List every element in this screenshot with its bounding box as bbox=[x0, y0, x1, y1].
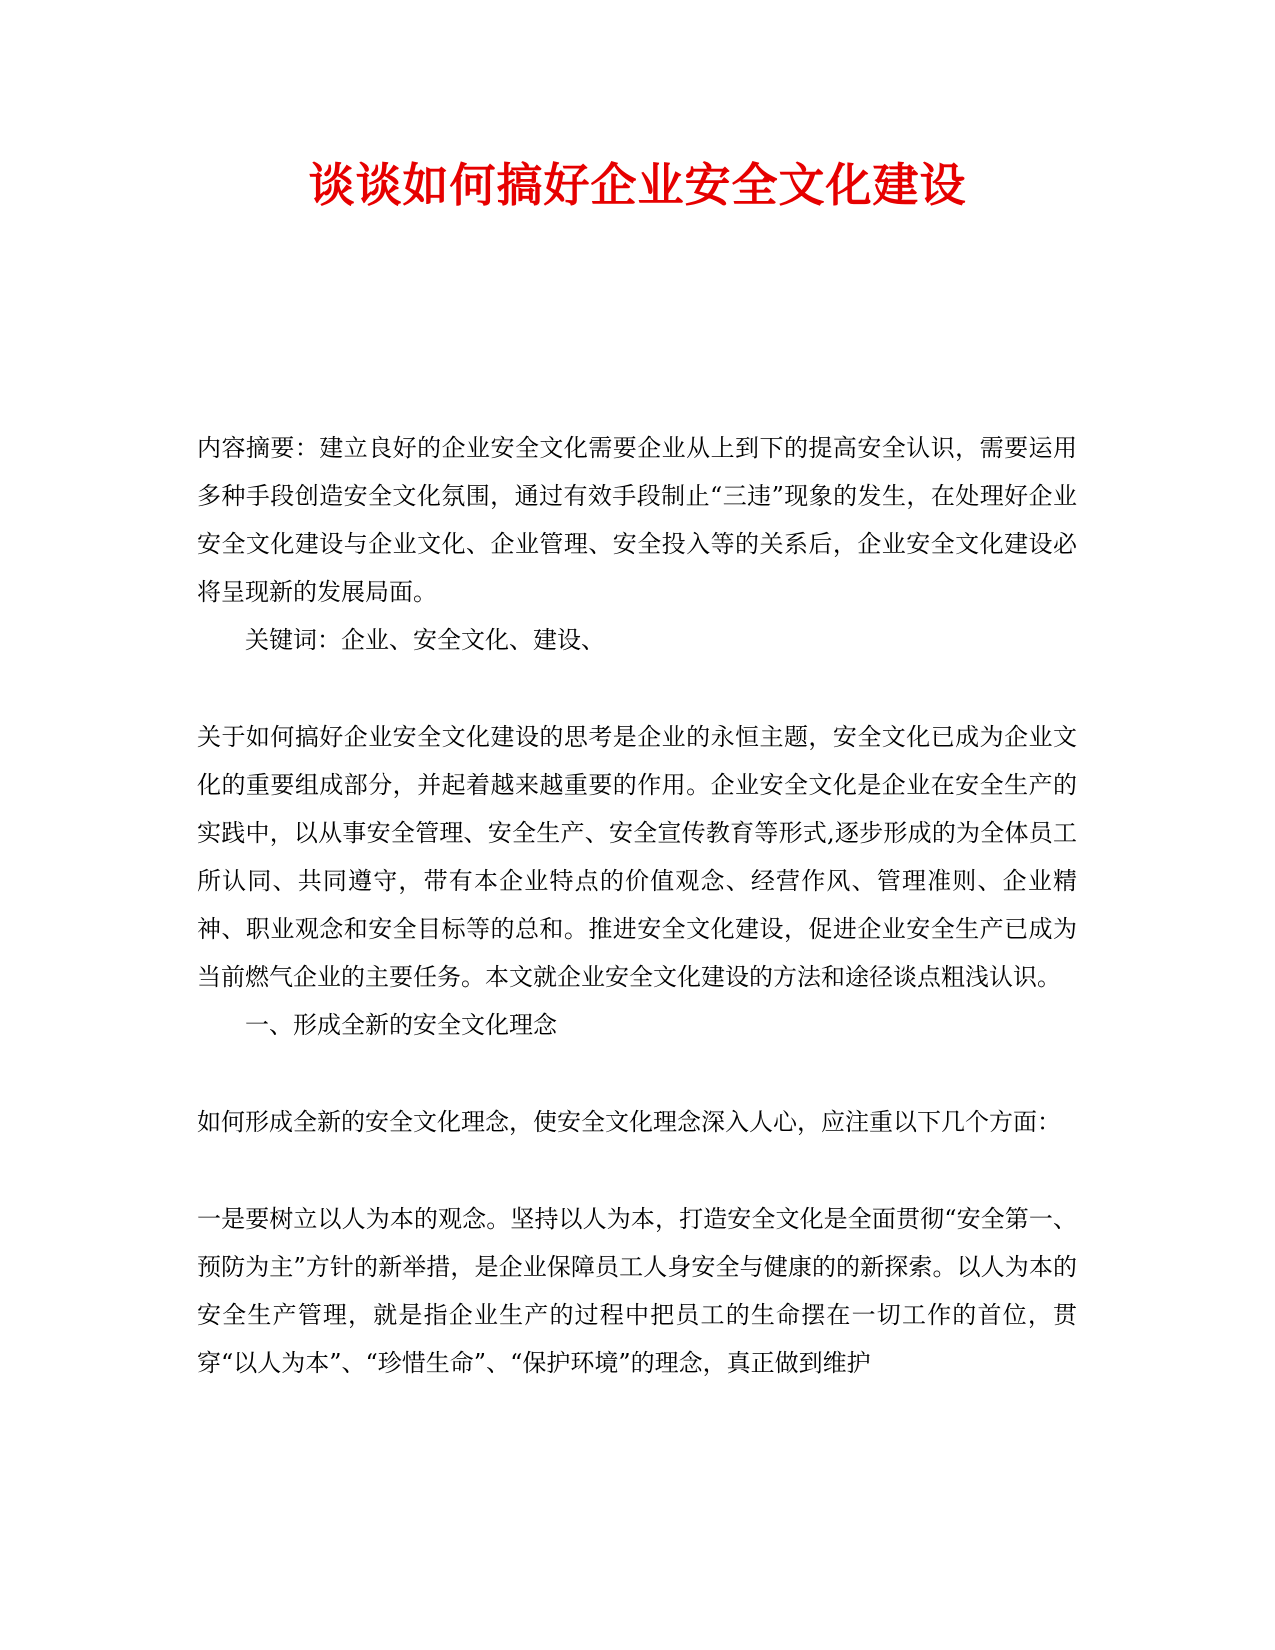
section-heading: 一、形成全新的安全文化理念 bbox=[245, 1011, 557, 1039]
abstract-paragraph: 内容摘要：建立良好的企业安全文化需要企业从上到下的提高安全认识，需要运用多种手段创造安全文化氛围，通过有效手段制止“三违”现象的发生，在处理好企业安全文化建设与企业文化、企业管理、安全投入等的关系后，企业安全文化建设必将呈现新的发展局面。 bbox=[197, 434, 1077, 606]
intro-paragraph: 关于如何搞好企业安全文化建设的思考是企业的永恒主题，安全文化已成为企业文化的重要组成部分，并起着越来越重要的作用。企业安全文化是企业在安全生产的实践中，以从事安全管理、安全生产、安全宣传教育等形式,逐步形成的为全体员工所认同、共同遵守，带有本企业特点的价值观念、经营作风、管理准则、企业精神、职业观念和安全目标等的总和。推进安全文化建设，促进企业安全生产已成为当前燃气企业的主要任务。本文就企业安全文化建设的方法和途径谈点粗浅认识。 bbox=[197, 723, 1077, 991]
page-title: 谈谈如何搞好企业安全文化建设 bbox=[308, 158, 967, 212]
document-body bbox=[197, 424, 1077, 1387]
keywords-line: 关键词：企业、安全文化、建设、 bbox=[245, 626, 605, 654]
point-paragraph: 一是要树立以人为本的观念。坚持以人为本，打造安全文化是全面贯彻“安全第一、预防为主”方针的新举措，是企业保障员工人身安全与健康的的新探索。以人为本的安全生产管理，就是指企业生产的过程中把员工的生命摆在一切工作的首位，贯穿“以人为本”、“珍惜生命”、“保护环境”的理念，真正做到维护 bbox=[197, 1205, 1077, 1377]
section-lead-paragraph: 如何形成全新的安全文化理念，使安全文化理念深入人心，应注重以下几个方面： bbox=[197, 1108, 1061, 1136]
